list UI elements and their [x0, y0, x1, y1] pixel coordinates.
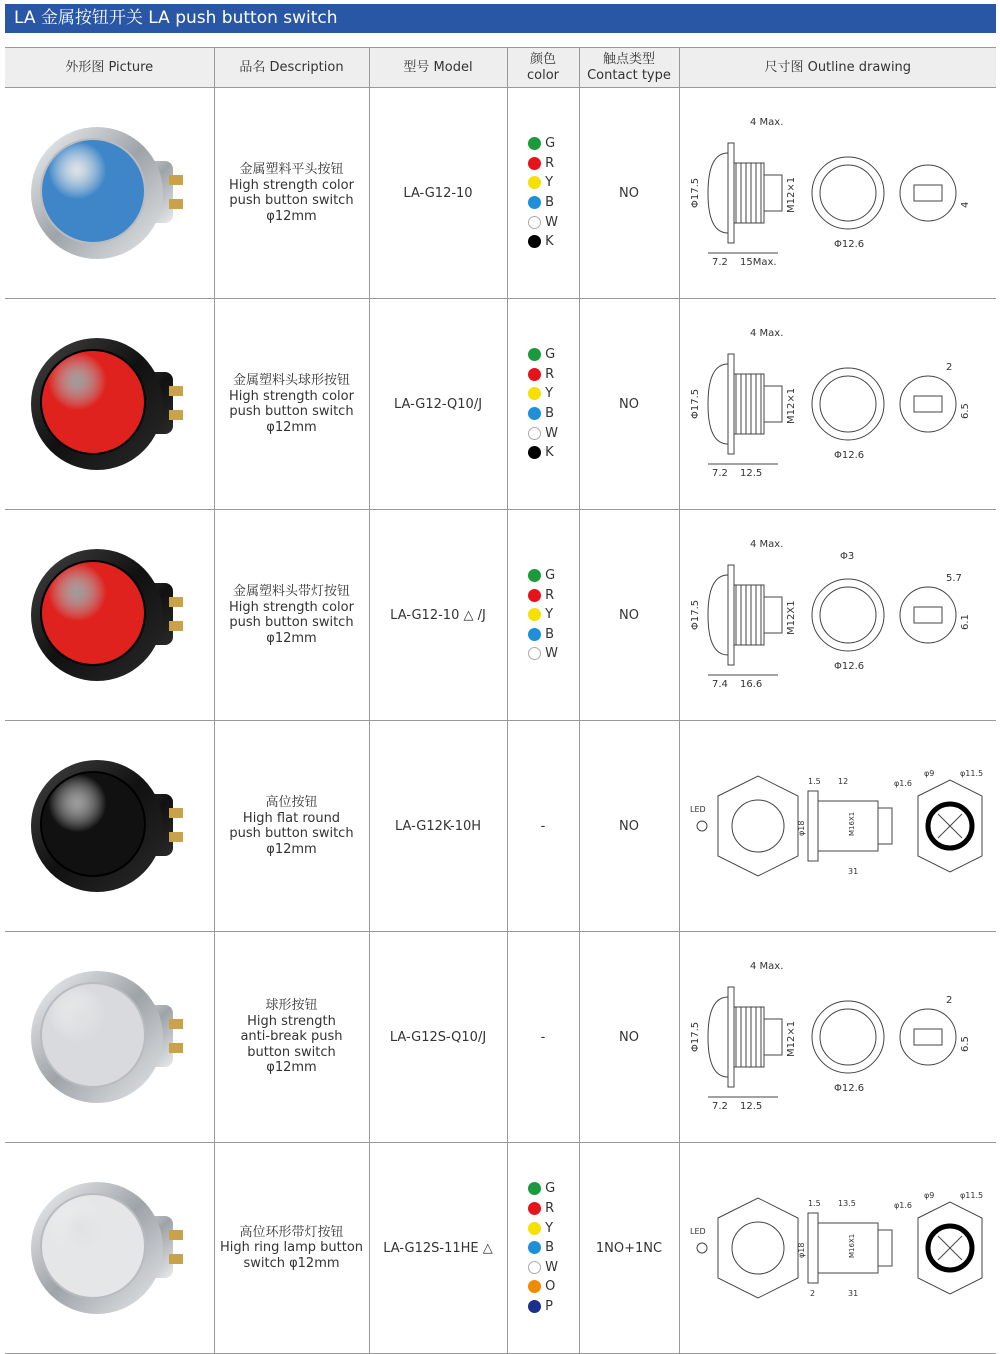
color-option [528, 1297, 558, 1317]
color-code: W [545, 214, 558, 230]
description-line: 金属塑料头球形按钮 [232, 373, 350, 388]
svg-text:φ11.5: φ11.5 [959, 1191, 983, 1200]
description-line: push button switch [229, 826, 354, 841]
product-colors [507, 721, 579, 932]
svg-text:13.5: 13.5 [837, 1199, 856, 1208]
svg-text:2: 2 [809, 1289, 815, 1298]
outline-drawing [679, 510, 996, 721]
color-swatch [528, 1222, 541, 1235]
header-drawing: 尺寸图 Outline drawing [679, 48, 996, 88]
color-code: Y [545, 607, 554, 623]
svg-text:φ1.6: φ1.6 [893, 1201, 912, 1210]
product-model: LA-G12S-11HE △ [369, 1143, 507, 1354]
color-code: R [545, 1200, 555, 1216]
description-line: High strength color [229, 599, 354, 615]
color-swatch [528, 1241, 541, 1254]
color-option [528, 364, 558, 384]
color-option [528, 1277, 558, 1297]
product-description [214, 721, 369, 932]
svg-text:1.5: 1.5 [807, 1199, 821, 1208]
color-code: B [545, 405, 554, 421]
svg-text:7.2: 7.2 [711, 257, 728, 268]
color-swatch [528, 176, 541, 189]
description-line: φ12mm [266, 208, 317, 224]
header-color [507, 48, 579, 88]
header-contact-en: Contact type [587, 67, 671, 83]
header-picture: 外形图 Picture [5, 48, 214, 88]
color-code: G [545, 567, 556, 583]
color-list [528, 345, 558, 463]
svg-text:6.5: 6.5 [959, 403, 971, 419]
color-option [528, 443, 558, 463]
header-contact-cn: 触点类型 [602, 51, 655, 67]
color-option [528, 605, 558, 625]
contact-type: NO [579, 721, 679, 932]
color-option [528, 1199, 558, 1219]
table-row [5, 510, 996, 721]
product-model: LA-G12-10 [369, 88, 507, 299]
outline-drawing-svg [688, 746, 988, 906]
color-swatch [528, 628, 541, 641]
description-line: High strength [247, 1013, 336, 1029]
description-line: anti-break push [240, 1029, 343, 1045]
svg-text:Φ12.6: Φ12.6 [833, 661, 864, 672]
svg-text:M12X1: M12X1 [785, 600, 797, 635]
color-swatch [528, 589, 541, 602]
color-option [528, 1179, 558, 1199]
svg-text:Φ12.6: Φ12.6 [833, 450, 864, 461]
product-photo [19, 957, 199, 1117]
product-colors [507, 299, 579, 510]
outline-drawing [679, 1143, 996, 1354]
table-row [5, 932, 996, 1143]
contact-type: NO [579, 299, 679, 510]
svg-text:LED: LED [689, 1227, 706, 1236]
color-swatch [528, 216, 541, 229]
color-swatch [528, 196, 541, 209]
svg-text:φ1.6: φ1.6 [893, 779, 912, 788]
svg-text:15Max.: 15Max. [739, 257, 777, 268]
svg-text:M16X1: M16X1 [847, 1233, 856, 1258]
outline-drawing [679, 932, 996, 1143]
svg-text:4 Max.: 4 Max. [749, 328, 784, 339]
color-swatch [528, 1182, 541, 1195]
product-picture [5, 299, 214, 510]
color-swatch [528, 348, 541, 361]
svg-text:6.1: 6.1 [959, 614, 971, 630]
svg-text:7.2: 7.2 [711, 1101, 728, 1112]
header-contact [579, 48, 679, 88]
header-model: 型号 Model [369, 48, 507, 88]
color-code: K [545, 445, 554, 461]
product-photo [19, 113, 199, 273]
description-line: φ12mm [266, 419, 317, 435]
svg-text:31: 31 [847, 867, 858, 876]
product-model: LA-G12-10 △ /J [369, 510, 507, 721]
color-code: B [545, 626, 554, 642]
color-code: O [545, 1279, 556, 1295]
color-option [528, 566, 558, 586]
table-row [5, 1143, 996, 1354]
description-line: 金属塑料平头按钮 [239, 162, 344, 177]
product-picture [5, 510, 214, 721]
product-picture [5, 1143, 214, 1354]
description-line: High ring lamp button [219, 1240, 364, 1256]
outline-drawing-svg [688, 113, 988, 273]
product-photo [19, 746, 199, 906]
product-picture [5, 721, 214, 932]
product-colors [507, 1143, 579, 1354]
color-option [528, 345, 558, 365]
description-line: push button switch [229, 404, 354, 419]
product-colors [507, 510, 579, 721]
color-code: R [545, 587, 555, 603]
color-swatch [528, 427, 541, 440]
svg-text:4 Max.: 4 Max. [749, 961, 784, 972]
svg-text:M12×1: M12×1 [785, 176, 797, 213]
contact-type: NO [579, 88, 679, 299]
description-line: High strength color [229, 177, 354, 193]
color-option [528, 134, 558, 154]
color-code: P [545, 1298, 553, 1314]
svg-text:φ9: φ9 [923, 769, 935, 778]
contact-type: NO [579, 510, 679, 721]
outline-drawing [679, 721, 996, 932]
description-line: 球形按钮 [265, 998, 318, 1014]
product-description [214, 88, 369, 299]
color-option [528, 212, 558, 232]
description-line: push button switch [229, 193, 354, 208]
outline-drawing-svg [688, 1168, 988, 1328]
color-code: W [545, 646, 558, 662]
svg-text:φ18: φ18 [796, 1242, 806, 1258]
outline-drawing-svg [688, 324, 988, 484]
color-code: R [545, 366, 555, 382]
color-list [528, 566, 558, 664]
svg-text:2: 2 [945, 995, 953, 1006]
product-photo [19, 535, 199, 695]
description-line: High strength color [229, 388, 354, 404]
color-code: B [545, 1240, 554, 1256]
color-none: - [540, 818, 546, 834]
svg-text:6.5: 6.5 [959, 1036, 971, 1052]
svg-text:Φ12.6: Φ12.6 [833, 1083, 864, 1094]
description-line: switch φ12mm [243, 1255, 340, 1271]
color-swatch [528, 157, 541, 170]
color-code: Y [545, 175, 554, 191]
table-header-row [5, 48, 996, 88]
product-model: LA-G12K-10H [369, 721, 507, 932]
svg-text:φ11.5: φ11.5 [959, 769, 983, 778]
color-none: - [540, 1029, 546, 1045]
color-option [528, 193, 558, 213]
svg-text:φ18: φ18 [796, 820, 806, 836]
outline-drawing [679, 299, 996, 510]
svg-text:2: 2 [945, 362, 953, 373]
color-code: W [545, 1259, 558, 1275]
svg-text:M12×1: M12×1 [785, 1020, 797, 1057]
color-swatch [528, 1202, 541, 1215]
svg-text:Φ17.5: Φ17.5 [689, 177, 701, 208]
svg-text:LED: LED [689, 805, 706, 814]
color-code: K [545, 234, 554, 250]
svg-text:φ9: φ9 [923, 1191, 935, 1200]
svg-text:4 Max.: 4 Max. [749, 117, 784, 128]
spec-table [5, 47, 996, 1354]
color-swatch [528, 1261, 541, 1274]
description-line: 高位环形带灯按钮 [239, 1224, 344, 1240]
product-colors [507, 88, 579, 299]
outline-drawing [679, 88, 996, 299]
outline-drawing-svg [688, 535, 988, 695]
product-model: LA-G12-Q10/J [369, 299, 507, 510]
color-swatch [528, 1280, 541, 1293]
product-photo [19, 324, 199, 484]
color-code: Y [545, 1220, 554, 1236]
description-line: button switch [247, 1044, 336, 1060]
product-picture [5, 932, 214, 1143]
product-description [214, 510, 369, 721]
product-picture [5, 88, 214, 299]
color-code: G [545, 1181, 556, 1197]
color-option [528, 384, 558, 404]
product-model: LA-G12S-Q10/J [369, 932, 507, 1143]
svg-text:5.7: 5.7 [945, 573, 962, 584]
svg-text:16.6: 16.6 [739, 679, 763, 690]
svg-text:7.4: 7.4 [711, 679, 728, 690]
color-option [528, 624, 558, 644]
color-option [528, 1218, 558, 1238]
color-option [528, 423, 558, 443]
svg-text:Φ17.5: Φ17.5 [689, 388, 701, 419]
outline-drawing-svg [688, 957, 988, 1117]
contact-type: NO [579, 932, 679, 1143]
table-row [5, 88, 996, 299]
svg-text:31: 31 [847, 1289, 858, 1298]
page-title: LA 金属按钮开关 LA push button switch [5, 4, 996, 33]
contact-type: 1NO+1NC [579, 1143, 679, 1354]
svg-text:Φ17.5: Φ17.5 [689, 1021, 701, 1052]
color-code: B [545, 194, 554, 210]
svg-text:Φ3: Φ3 [839, 551, 854, 562]
svg-text:M16X1: M16X1 [847, 811, 856, 836]
svg-text:Φ12.6: Φ12.6 [833, 239, 864, 250]
header-color-en: color [526, 67, 559, 83]
color-option [528, 1257, 558, 1277]
color-option [528, 232, 558, 252]
svg-text:1.5: 1.5 [807, 777, 821, 786]
description-line: High flat round [242, 810, 341, 826]
header-description: 品名 Description [214, 48, 369, 88]
svg-text:4: 4 [959, 201, 971, 208]
svg-text:7.2: 7.2 [711, 468, 728, 479]
color-swatch [528, 387, 541, 400]
color-swatch [528, 1300, 541, 1313]
svg-text:4 Max.: 4 Max. [749, 539, 784, 550]
color-list [528, 1179, 558, 1316]
description-line: φ12mm [266, 630, 317, 646]
table-row [5, 299, 996, 510]
description-line: push button switch [229, 615, 354, 630]
color-code: G [545, 136, 556, 152]
svg-text:Φ17.5: Φ17.5 [689, 599, 701, 630]
color-option [528, 1238, 558, 1258]
color-swatch [528, 647, 541, 660]
color-swatch [528, 235, 541, 248]
color-option [528, 153, 558, 173]
description-line: 高位按钮 [265, 795, 318, 810]
product-colors [507, 932, 579, 1143]
color-swatch [528, 407, 541, 420]
svg-text:12: 12 [837, 777, 848, 786]
color-swatch [528, 368, 541, 381]
color-swatch [528, 137, 541, 150]
description-line: 金属塑料头带灯按钮 [232, 584, 350, 599]
color-swatch [528, 446, 541, 459]
table-row [5, 721, 996, 932]
color-code: R [545, 155, 555, 171]
color-code: W [545, 425, 558, 441]
color-option [528, 173, 558, 193]
color-option [528, 404, 558, 424]
product-description [214, 299, 369, 510]
svg-text:12.5: 12.5 [739, 468, 763, 479]
color-list [528, 134, 558, 252]
product-description [214, 932, 369, 1143]
color-option [528, 644, 558, 664]
svg-text:M12×1: M12×1 [785, 387, 797, 424]
color-code: G [545, 347, 556, 363]
product-description [214, 1143, 369, 1354]
svg-text:12.5: 12.5 [739, 1101, 763, 1112]
color-option [528, 585, 558, 605]
header-color-cn: 颜色 [529, 51, 556, 67]
color-swatch [528, 569, 541, 582]
description-line: φ12mm [266, 841, 317, 857]
description-line: φ12mm [266, 1060, 317, 1076]
color-swatch [528, 608, 541, 621]
product-photo [19, 1168, 199, 1328]
color-code: Y [545, 386, 554, 402]
